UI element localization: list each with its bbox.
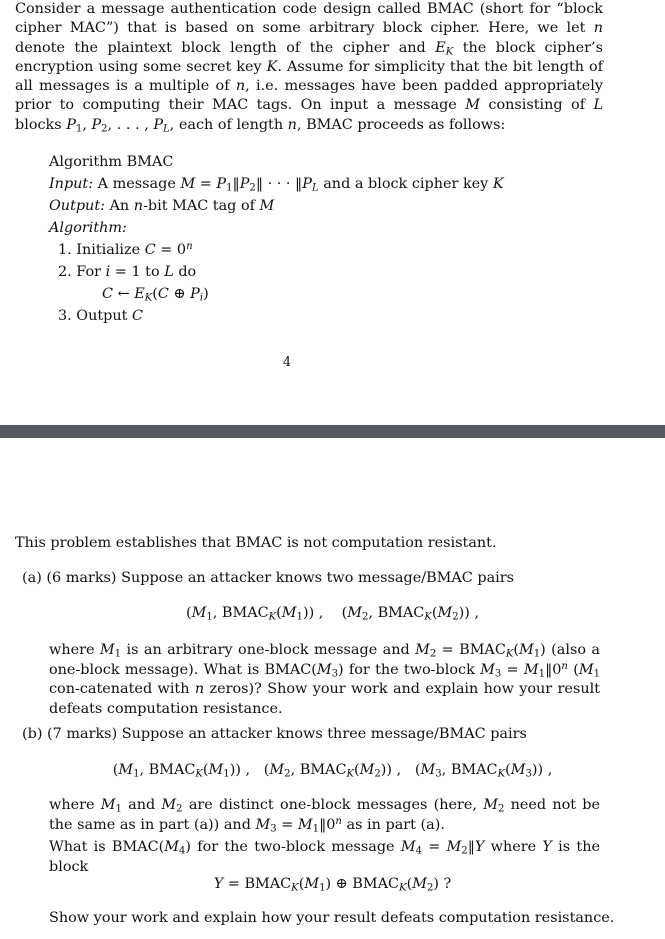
algorithm-step-2-body: C ← $E_K(C$ ⊕ $P_i$)	[102, 286, 209, 304]
part-b-body-2: What is $BMAC(M_4)$ for the two-block message $M_4$ = $M_2‖Y$ where Y is the block	[49, 839, 600, 875]
part-a-body: where $M_1$ is an arbitrary one-block message and $M_2$ = $BMAC_K(M_1)$ (also a one-block message). What is $BMAC(M_3)$ for the two-block $M_3$ = $M_1‖0^n$ ($M_1$ con-catenated with n zeros)? Show your work and explain how your result defeats computation resistance.	[49, 642, 601, 717]
algorithm-title: Algorithm BMAC	[49, 154, 174, 170]
algorithm-step-2: 2. For i = 1 to L do	[58, 264, 197, 280]
part-b-display-y: $Y = BMAC_K(M_1)$ ⊕ $BMAC_K(M_2)$ ?	[213, 876, 452, 894]
page-number: 4	[283, 355, 292, 370]
part-b-closing: Show your work and explain how your result defeats computation resistance.	[49, 910, 615, 926]
part-a-heading: (a) (6 marks) Suppose an attacker knows two message/BMAC pairs	[22, 570, 515, 586]
algorithm-step-3: 3. Output C	[58, 308, 144, 324]
part-b-display: ($M_1$, $BMAC_K(M_1)$) , ($M_2$, $BMAC_K(M_2)$) , ($M_3$, $BMAC_K(M_3)$) ,	[112, 762, 553, 780]
algorithm-box	[49, 151, 609, 327]
problem-lead: This problem establishes that BMAC is not computation resistant.	[15, 535, 497, 551]
algorithm-label: Algorithm:	[49, 220, 127, 236]
page-separator	[0, 425, 665, 438]
algorithm-step-1: 1. Initialize $C = 0^n$	[58, 240, 193, 258]
intro-paragraph: Consider a message authentication code design called BMAC (short for “block cipher MAC”) that is based on some arbitrary block cipher. Here, we let n denote the plaintext block length of the cipher and $E_K$ the block cipher’s encryption using some secret key K. Assume for simplicity that the bit length of all messages is a multiple of n, i.e. messages have been padded appropriately prior to computing their MAC tags. On input a message M consisting of L blocks $P_1$, $P_2$, . . . , $P_L$, each of length n, BMAC proceeds as follows:	[15, 1, 603, 135]
algorithm-output: Output: An n-bit MAC tag of M	[49, 198, 275, 214]
algorithm-input: Input: A message $M = P_1‖P_2‖$ · · · $‖P_L$ and a block cipher key K	[49, 176, 504, 194]
part-b-body-1: where $M_1$ and $M_2$ are distinct one-block messages (here, $M_2$ need not be the same as in part (a)) and $M_3$ = $M_1‖0^n$ as in part (a).	[49, 797, 600, 835]
page-5	[0, 438, 665, 939]
part-b-heading: (b) (7 marks) Suppose an attacker knows three message/BMAC pairs	[22, 726, 527, 742]
part-a-display: ($M_1$, $BMAC_K(M_1)$) , ($M_2$, $BMAC_K(M_2)$) ,	[185, 605, 480, 623]
page-4	[0, 0, 665, 425]
